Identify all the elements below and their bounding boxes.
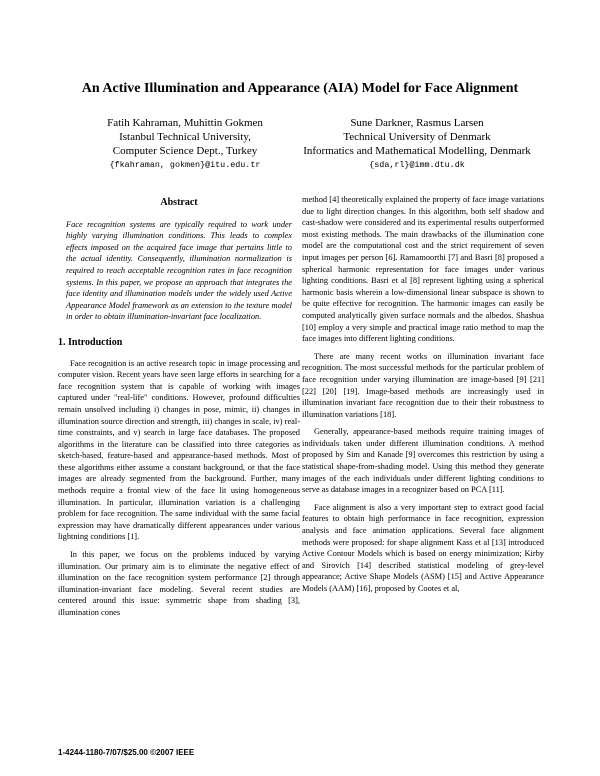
author-names: Sune Darkner, Rasmus Larsen [350, 117, 484, 129]
paragraph: Face alignment is also a very important step to extract good facial features to obtain high performance in face recognition, expression analysis and face animation applications. Several face alignment methods were proposed: for shape alignment Kass et al [13] introduced Active Contour Models which is based on energy minimization; Kirby and Sirovich [14] described statistical modeling of grey-level appearance; Active Shape Models (ASM) [15] and Active Appearance Models (AAM) [16], proposed by Cootes et al, [302, 502, 544, 593]
author-names: Fatih Kahraman, Muhittin Gokmen [107, 117, 263, 129]
paragraph: Face recognition is an active research topic in image processing and computer vision. Recent years have seen large efforts in searching for a face recognition system that is capable of working with images captured under "real-life" conditions. However, profound difficulties remain unsolved including i) changes in pose, mimic, ii) changes in illumination source direction and strength, iii) changes in scale, iv) real-time constraints, and v) search in large face databases. The proposed algorithms in the literature can be classified into three categories as sketch-based, feature-based and appearance-based methods. Most of these algorithms either assume a constant background, or that the face images are already segmented from the background. Further, many methods require a frontal view of the face lit using homogeneous illumination. In particular, illumination variation is a challenging problem for face recognition. The same individual with the same facial expression may have dramatically different appearances under various lightning conditions [1]. [58, 358, 300, 542]
paragraph: There are many recent works on illumination invariant face recognition. The most successful methods for the particular problem of face recognition under varying illumination are image-based [9] [21] [22] [20] [19]. Image-based methods are increasingly used in illumination invariant face recognition due to their their robustness to illumination variations [18]. [302, 351, 544, 419]
left-column [58, 194, 300, 625]
paragraph: In this paper, we focus on the problems induced by varying illumination. Our primary aim is to eliminate the negative effect of illumination on the face recognition system performance [2] through illumination-invariant face modeling. Several recent studies are centered around this issue: symmetric shape from shading [3], illumination cones [58, 550, 300, 617]
author-block-left [70, 116, 300, 172]
author-email[interactable]: {fkahraman, gokmen}@itu.edu.tr [109, 160, 261, 170]
abstract-heading: Abstract [160, 197, 198, 208]
author-affiliation: Computer Science Dept., Turkey [112, 145, 258, 157]
copyright-footer: 1-4244-1180-7/07/$25.00 ©2007 IEEE [58, 748, 195, 757]
paragraph: Generally, appearance-based methods require training images of individuals taken under different illumination conditions. A method proposed by Sim and Kanade [9] overcomes this restriction by using a statistical shape-from-shading model. Using this method they generate images of the each individuals under different lighting conditions to serve as database images in a recognizer based on PCA [11]. [302, 427, 544, 495]
author-affiliation: Informatics and Mathematical Modelling, Denmark [303, 145, 531, 157]
section-heading: 1. Introduction [58, 336, 123, 348]
author-affiliation: Technical University of Denmark [343, 131, 491, 143]
author-affiliation: Istanbul Technical University, [119, 131, 251, 143]
author-email[interactable]: {sda,rl}@imm.dtu.dk [369, 160, 465, 170]
right-column [302, 194, 544, 601]
paragraph: method [4] theoretically explained the property of face image variations due to light direction changes. In this algorithm, both self shadow and cast-shadow were considered and its experimental results outperformed most existing methods. The main drawbacks of the illumination cone model are the computational cost and the strict requirement of seven input images per person [6]. Ramamoorthi [7] and Basri [8] proposed a spherical harmonic representation for face images under various lighting conditions. Basri et al [8] represent lighting using a spherical harmonic basis wherein a low-dimensional linear subspace is shown to be quite effective for recognition. The harmonic images can easily be computed analytically given surface normals and the albedos. Shashua [10] employ a very simple and practical image ratio method to map the face images into different lighting conditions. [302, 195, 544, 344]
author-block-right [292, 116, 542, 172]
paper-title: An Active Illumination and Appearance (AIA) Model for Face Alignment [81, 81, 519, 96]
abstract-text: Face recognition systems are typically required to work under highly varying illumination conditions. This leads to complex effects imposed on the acquired face image that pertains little to the actual identity. Consequently, illumination normalization is required to reach acceptable recognition rates in face recognition systems. In this paper, we propose an approach that integrates the face identity and illumination models under the widely used Active Appearance Model framework as an extension to the texture model in order to obtain illumination-invariant face localization. [66, 219, 292, 322]
